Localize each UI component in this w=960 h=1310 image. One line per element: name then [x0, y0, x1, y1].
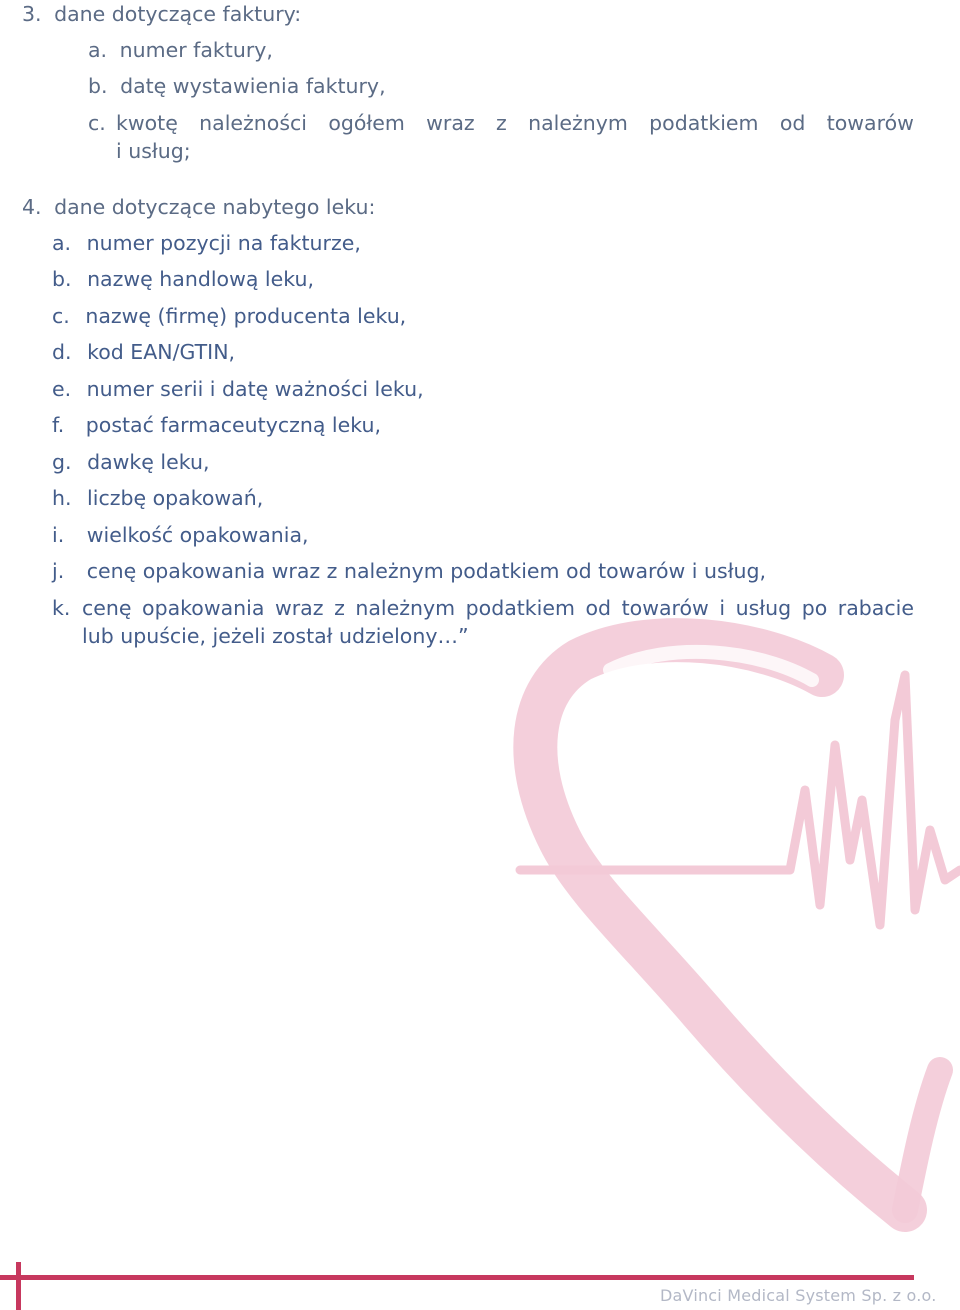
- section-3-number: 3.: [22, 2, 42, 26]
- section-3-item-c-continued: i usług;: [116, 139, 191, 163]
- section-4-number: 4.: [22, 195, 42, 219]
- section-4-item-c: c. nazwę (firmę) producenta leku,: [52, 304, 407, 328]
- section-4-item-j: j. cenę opakowania wraz z należnym podatkiem od towarów i usług,: [52, 559, 767, 583]
- section-4-item-h: h. liczbę opakowań,: [52, 486, 264, 510]
- section-4-title: dane dotyczące nabytego leku:: [54, 195, 376, 219]
- justified-line: kwotę należności ogółem wraz z należnym podatkiem od towarów: [116, 111, 914, 135]
- section-4-item-a: a. numer pozycji na fakturze,: [52, 231, 361, 255]
- footer-company-name: DaVinci Medical System Sp. z o.o.: [660, 1286, 937, 1305]
- section-4-item-d: d. kod EAN/GTIN,: [52, 340, 236, 364]
- section-4-heading: [22, 193, 375, 221]
- section-3-item-b: b. datę wystawienia faktury,: [88, 74, 386, 98]
- section-3-heading: [22, 0, 301, 28]
- section-4-item-k-continued: lub upuście, jeżeli został udzielony…”: [82, 624, 469, 648]
- section-4-item-b: b. nazwę handlową leku,: [52, 267, 314, 291]
- section-4-item-e: e. numer serii i datę ważności leku,: [52, 377, 424, 401]
- justified-line: cenę opakowania wraz z należnym podatkiem od towarów i usług po rabacie: [82, 596, 914, 620]
- section-3-item-a: a. numer faktury,: [88, 38, 273, 62]
- section-4-item-f: f. postać farmaceutyczną leku,: [52, 413, 381, 437]
- section-4-item-i: i. wielkość opakowania,: [52, 523, 309, 547]
- section-4-item-g: g. dawkę leku,: [52, 450, 210, 474]
- section-3-title: dane dotyczące faktury:: [54, 2, 302, 26]
